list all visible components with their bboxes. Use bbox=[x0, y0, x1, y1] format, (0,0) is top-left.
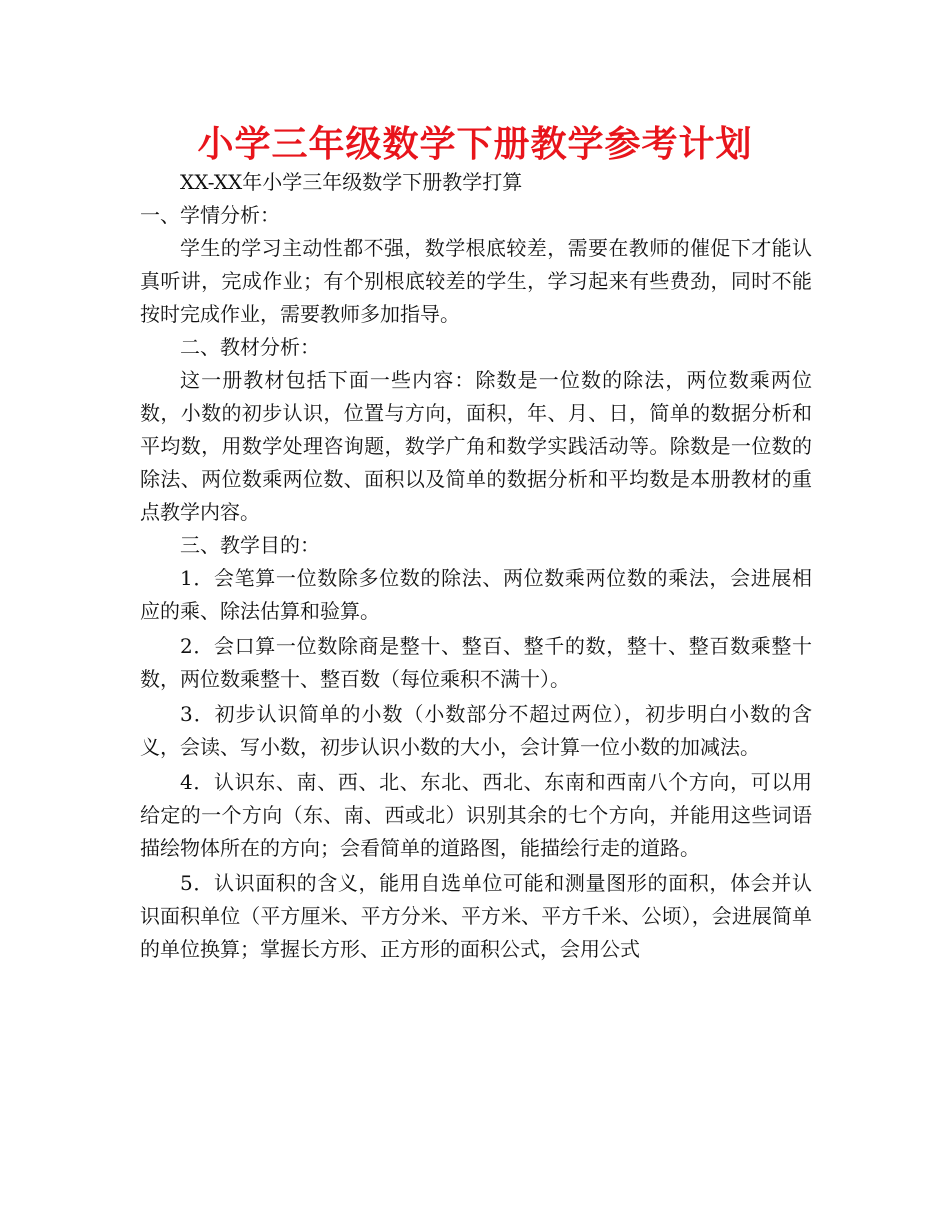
section-heading-2: 二、教材分析： bbox=[180, 335, 320, 359]
goal-item-3: 3．初步认识简单的小数（小数部分不超过两位），初步明白小数的含义，会读、写小数，初步认识小数的大小，会计算一位小数的加减法。 bbox=[140, 702, 812, 759]
document-body bbox=[140, 166, 812, 968]
document-subtitle: XX-XX年小学三年级数学下册教学打算 bbox=[180, 170, 523, 194]
goal-item-2: 2．会口算一位数除商是整十、整百、整千的数，整十、整百数乘整十数，两位数乘整十、整百数（每位乘积不满十）。 bbox=[140, 634, 812, 691]
goal-item-1: 1．会笔算一位数除多位数的除法、两位数乘两位数的乘法，会进展相应的乘、除法估算和验算。 bbox=[140, 566, 812, 623]
section-heading-3: 三、教学目的： bbox=[180, 533, 320, 557]
goal-item-5: 5．认识面积的含义，能用自选单位可能和测量图形的面积，体会并认识面积单位（平方厘米、平方分米、平方米、平方千米、公顷），会进展简单的单位换算；掌握长方形、正方形的面积公式，会用公式 bbox=[140, 871, 812, 961]
paragraph-textbook-analysis: 这一册教材包括下面一些内容：除数是一位数的除法，两位数乘两位数，小数的初步认识，位置与方向，面积，年、月、日，简单的数据分析和平均数，用数学处理咨询题，数学广角和数学实践活动等。除数是一位数的除法、两位数乘两位数、面积以及简单的数据分析和平均数是本册教材的重点教学内容。 bbox=[140, 368, 812, 524]
document-title: 小学三年级数学下册教学参考计划 bbox=[197, 124, 753, 165]
paragraph-student-analysis: 学生的学习主动性都不强，数学根底较差，需要在教师的催促下才能认真听讲，完成作业；有个别根底较差的学生，学习起来有些费劲，同时不能按时完成作业，需要教师多加指导。 bbox=[140, 236, 812, 326]
goal-item-4: 4．认识东、南、西、北、东北、西北、东南和西南八个方向，可以用给定的一个方向（东、南、西或北）识别其余的七个方向，并能用这些词语描绘物体所在的方向；会看简单的道路图，能描绘行走的道路。 bbox=[140, 770, 812, 860]
section-heading-1: 一、学情分析： bbox=[140, 203, 280, 227]
